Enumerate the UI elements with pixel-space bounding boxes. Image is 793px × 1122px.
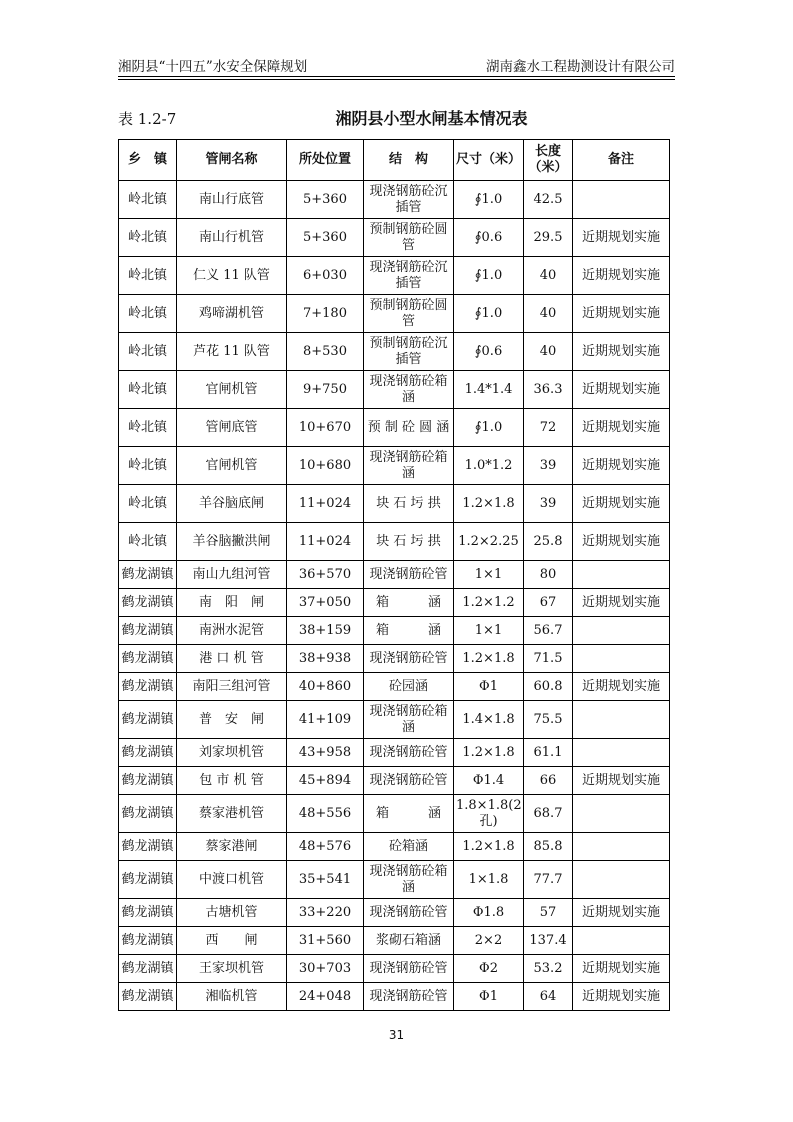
cell-length: 77.7 bbox=[524, 861, 573, 899]
cell-town: 岭北镇 bbox=[119, 447, 177, 485]
cell-structure: 现浇钢筋砼管 bbox=[364, 645, 454, 673]
cell-name: 蔡家港机管 bbox=[177, 795, 287, 833]
cell-length: 67 bbox=[524, 589, 573, 617]
cell-town: 鹤龙湖镇 bbox=[119, 955, 177, 983]
cell-town: 岭北镇 bbox=[119, 219, 177, 257]
cell-position: 43+958 bbox=[287, 739, 364, 767]
cell-town: 鹤龙湖镇 bbox=[119, 767, 177, 795]
cell-note: 近期规划实施 bbox=[573, 485, 670, 523]
header-right-company: 湖南鑫水工程勘测设计有限公司 bbox=[486, 59, 675, 75]
cell-size: Φ1 bbox=[454, 983, 524, 1011]
table-row bbox=[119, 181, 670, 219]
cell-name: 管闸底管 bbox=[177, 409, 287, 447]
cell-name: 羊谷脑撇洪闸 bbox=[177, 523, 287, 561]
cell-structure: 浆砌石箱涵 bbox=[364, 927, 454, 955]
cell-position: 40+860 bbox=[287, 673, 364, 701]
cell-size: Φ1.8 bbox=[454, 899, 524, 927]
cell-structure: 现浇钢筋砼管 bbox=[364, 899, 454, 927]
cell-town: 鹤龙湖镇 bbox=[119, 795, 177, 833]
table-row bbox=[119, 333, 670, 371]
table-row bbox=[119, 767, 670, 795]
cell-note bbox=[573, 739, 670, 767]
cell-note: 近期规划实施 bbox=[573, 983, 670, 1011]
table-row bbox=[119, 371, 670, 409]
cell-position: 9+750 bbox=[287, 371, 364, 409]
cell-note: 近期规划实施 bbox=[573, 955, 670, 983]
cell-position: 10+670 bbox=[287, 409, 364, 447]
cell-town: 岭北镇 bbox=[119, 409, 177, 447]
cell-position: 33+220 bbox=[287, 899, 364, 927]
col-header-town: 乡 镇 bbox=[119, 140, 177, 181]
cell-note: 近期规划实施 bbox=[573, 371, 670, 409]
table-title: 湘阴县小型水闸基本情况表 bbox=[335, 109, 528, 128]
cell-size: ∮1.0 bbox=[454, 257, 524, 295]
header-rule-thin bbox=[118, 79, 675, 80]
cell-structure: 现浇钢筋砼管 bbox=[364, 561, 454, 589]
cell-structure: 砼园涵 bbox=[364, 673, 454, 701]
cell-name: 南阳三组河管 bbox=[177, 673, 287, 701]
cell-length: 39 bbox=[524, 447, 573, 485]
cell-length: 39 bbox=[524, 485, 573, 523]
cell-length: 80 bbox=[524, 561, 573, 589]
cell-town: 鹤龙湖镇 bbox=[119, 861, 177, 899]
cell-size: 1×1.8 bbox=[454, 861, 524, 899]
table-row bbox=[119, 409, 670, 447]
cell-note bbox=[573, 181, 670, 219]
cell-structure: 预制钢筋砼圆管 bbox=[364, 295, 454, 333]
cell-length: 61.1 bbox=[524, 739, 573, 767]
col-header-name: 管闸名称 bbox=[177, 140, 287, 181]
cell-size: ∮0.6 bbox=[454, 219, 524, 257]
cell-length: 137.4 bbox=[524, 927, 573, 955]
cell-name: 西 闸 bbox=[177, 927, 287, 955]
cell-name: 鸡啼湖机管 bbox=[177, 295, 287, 333]
cell-note: 近期规划实施 bbox=[573, 523, 670, 561]
cell-note: 近期规划实施 bbox=[573, 257, 670, 295]
cell-size: Φ2 bbox=[454, 955, 524, 983]
cell-town: 鹤龙湖镇 bbox=[119, 645, 177, 673]
cell-length: 42.5 bbox=[524, 181, 573, 219]
table-row bbox=[119, 645, 670, 673]
cell-note bbox=[573, 645, 670, 673]
table-row bbox=[119, 257, 670, 295]
cell-note bbox=[573, 795, 670, 833]
table-row bbox=[119, 219, 670, 257]
cell-town: 岭北镇 bbox=[119, 295, 177, 333]
cell-size: 1×1 bbox=[454, 617, 524, 645]
cell-size: ∮0.6 bbox=[454, 333, 524, 371]
cell-position: 38+938 bbox=[287, 645, 364, 673]
cell-town: 岭北镇 bbox=[119, 371, 177, 409]
table-row bbox=[119, 899, 670, 927]
cell-position: 45+894 bbox=[287, 767, 364, 795]
cell-size: 1×1 bbox=[454, 561, 524, 589]
cell-note bbox=[573, 833, 670, 861]
cell-town: 鹤龙湖镇 bbox=[119, 617, 177, 645]
cell-name: 南山九组河管 bbox=[177, 561, 287, 589]
table-row bbox=[119, 589, 670, 617]
cell-position: 30+703 bbox=[287, 955, 364, 983]
cell-town: 岭北镇 bbox=[119, 485, 177, 523]
cell-town: 鹤龙湖镇 bbox=[119, 927, 177, 955]
cell-note: 近期规划实施 bbox=[573, 899, 670, 927]
cell-position: 31+560 bbox=[287, 927, 364, 955]
sluice-table bbox=[118, 139, 670, 1011]
cell-town: 岭北镇 bbox=[119, 333, 177, 371]
table-body bbox=[119, 181, 670, 1011]
table-row bbox=[119, 295, 670, 333]
cell-name: 南山行机管 bbox=[177, 219, 287, 257]
cell-size: 1.0*1.2 bbox=[454, 447, 524, 485]
cell-structure: 现浇钢筋砼箱涵 bbox=[364, 447, 454, 485]
cell-structure: 现浇钢筋砼箱涵 bbox=[364, 371, 454, 409]
cell-name: 湘临机管 bbox=[177, 983, 287, 1011]
table-row bbox=[119, 673, 670, 701]
cell-structure: 预制钢筋砼圆管 bbox=[364, 219, 454, 257]
cell-note bbox=[573, 561, 670, 589]
header-left-title: 湘阴县“十四五”水安全保障规划 bbox=[118, 59, 308, 75]
cell-position: 35+541 bbox=[287, 861, 364, 899]
table-row bbox=[119, 523, 670, 561]
cell-position: 10+680 bbox=[287, 447, 364, 485]
cell-size: 1.2×1.8 bbox=[454, 739, 524, 767]
cell-note bbox=[573, 701, 670, 739]
cell-position: 11+024 bbox=[287, 485, 364, 523]
cell-structure: 现浇钢筋砼箱涵 bbox=[364, 701, 454, 739]
cell-length: 40 bbox=[524, 257, 573, 295]
cell-note: 近期规划实施 bbox=[573, 333, 670, 371]
cell-position: 48+576 bbox=[287, 833, 364, 861]
cell-name: 王家坝机管 bbox=[177, 955, 287, 983]
cell-length: 75.5 bbox=[524, 701, 573, 739]
cell-size: 1.2×1.8 bbox=[454, 833, 524, 861]
cell-structure: 现浇钢筋砼管 bbox=[364, 983, 454, 1011]
page-header bbox=[118, 53, 675, 75]
cell-town: 鹤龙湖镇 bbox=[119, 673, 177, 701]
page-number: 31 bbox=[388, 1028, 405, 1042]
col-header-note: 备注 bbox=[573, 140, 670, 181]
cell-length: 60.8 bbox=[524, 673, 573, 701]
cell-town: 鹤龙湖镇 bbox=[119, 561, 177, 589]
table-row bbox=[119, 795, 670, 833]
cell-structure: 砼箱涵 bbox=[364, 833, 454, 861]
table-row bbox=[119, 701, 670, 739]
cell-position: 24+048 bbox=[287, 983, 364, 1011]
table-row bbox=[119, 447, 670, 485]
cell-position: 5+360 bbox=[287, 219, 364, 257]
col-header-length: 长度（米） bbox=[524, 140, 573, 181]
cell-length: 64 bbox=[524, 983, 573, 1011]
cell-name: 羊谷脑底闸 bbox=[177, 485, 287, 523]
cell-note: 近期规划实施 bbox=[573, 767, 670, 795]
cell-size: 1.2×1.2 bbox=[454, 589, 524, 617]
cell-position: 7+180 bbox=[287, 295, 364, 333]
cell-name: 中渡口机管 bbox=[177, 861, 287, 899]
cell-size: Φ1.4 bbox=[454, 767, 524, 795]
table-row bbox=[119, 955, 670, 983]
cell-size: 1.8×1.8(2孔) bbox=[454, 795, 524, 833]
cell-length: 40 bbox=[524, 333, 573, 371]
cell-position: 41+109 bbox=[287, 701, 364, 739]
table-row bbox=[119, 617, 670, 645]
cell-length: 85.8 bbox=[524, 833, 573, 861]
cell-structure: 箱 涵 bbox=[364, 617, 454, 645]
cell-name: 包 市 机 管 bbox=[177, 767, 287, 795]
cell-note: 近期规划实施 bbox=[573, 409, 670, 447]
cell-town: 鹤龙湖镇 bbox=[119, 589, 177, 617]
cell-town: 鹤龙湖镇 bbox=[119, 899, 177, 927]
cell-note: 近期规划实施 bbox=[573, 219, 670, 257]
col-header-position: 所处位置 bbox=[287, 140, 364, 181]
cell-name: 芦花 11 队管 bbox=[177, 333, 287, 371]
cell-name: 南洲水泥管 bbox=[177, 617, 287, 645]
cell-structure: 现浇钢筋砼管 bbox=[364, 739, 454, 767]
col-header-structure: 结 构 bbox=[364, 140, 454, 181]
cell-size: 1.2×1.8 bbox=[454, 645, 524, 673]
cell-town: 岭北镇 bbox=[119, 523, 177, 561]
cell-length: 53.2 bbox=[524, 955, 573, 983]
cell-note: 近期规划实施 bbox=[573, 673, 670, 701]
cell-name: 港 口 机 管 bbox=[177, 645, 287, 673]
cell-size: ∮1.0 bbox=[454, 295, 524, 333]
cell-note bbox=[573, 861, 670, 899]
cell-structure: 块 石 圬 拱 bbox=[364, 485, 454, 523]
cell-name: 官闸机管 bbox=[177, 371, 287, 409]
cell-town: 鹤龙湖镇 bbox=[119, 701, 177, 739]
table-row bbox=[119, 739, 670, 767]
cell-length: 40 bbox=[524, 295, 573, 333]
cell-length: 25.8 bbox=[524, 523, 573, 561]
cell-size: 1.2×1.8 bbox=[454, 485, 524, 523]
cell-note bbox=[573, 617, 670, 645]
cell-name: 普 安 闸 bbox=[177, 701, 287, 739]
cell-position: 11+024 bbox=[287, 523, 364, 561]
cell-structure: 箱 涵 bbox=[364, 589, 454, 617]
cell-length: 36.3 bbox=[524, 371, 573, 409]
cell-length: 68.7 bbox=[524, 795, 573, 833]
col-header-size: 尺寸（米） bbox=[454, 140, 524, 181]
cell-name: 古塘机管 bbox=[177, 899, 287, 927]
cell-size: Φ1 bbox=[454, 673, 524, 701]
cell-length: 66 bbox=[524, 767, 573, 795]
table-row bbox=[119, 833, 670, 861]
cell-structure: 箱 涵 bbox=[364, 795, 454, 833]
cell-note: 近期规划实施 bbox=[573, 447, 670, 485]
cell-town: 岭北镇 bbox=[119, 181, 177, 219]
cell-note bbox=[573, 927, 670, 955]
cell-position: 5+360 bbox=[287, 181, 364, 219]
cell-structure: 现浇钢筋砼箱涵 bbox=[364, 861, 454, 899]
cell-note: 近期规划实施 bbox=[573, 295, 670, 333]
cell-structure: 现浇钢筋砼管 bbox=[364, 767, 454, 795]
cell-structure: 现浇钢筋砼管 bbox=[364, 955, 454, 983]
cell-position: 37+050 bbox=[287, 589, 364, 617]
cell-length: 29.5 bbox=[524, 219, 573, 257]
cell-structure: 现浇钢筋砼沉插管 bbox=[364, 181, 454, 219]
cell-size: 1.4*1.4 bbox=[454, 371, 524, 409]
cell-name: 刘家坝机管 bbox=[177, 739, 287, 767]
table-row bbox=[119, 561, 670, 589]
table-number: 表 1.2-7 bbox=[118, 110, 177, 128]
cell-size: 2×2 bbox=[454, 927, 524, 955]
cell-position: 8+530 bbox=[287, 333, 364, 371]
header-rule bbox=[118, 76, 675, 77]
cell-town: 岭北镇 bbox=[119, 257, 177, 295]
table-row bbox=[119, 927, 670, 955]
cell-name: 仁义 11 队管 bbox=[177, 257, 287, 295]
cell-name: 南山行底管 bbox=[177, 181, 287, 219]
table-row bbox=[119, 485, 670, 523]
table-header-row bbox=[119, 140, 670, 181]
cell-town: 鹤龙湖镇 bbox=[119, 983, 177, 1011]
cell-size: 1.4×1.8 bbox=[454, 701, 524, 739]
cell-length: 56.7 bbox=[524, 617, 573, 645]
cell-town: 鹤龙湖镇 bbox=[119, 833, 177, 861]
cell-length: 72 bbox=[524, 409, 573, 447]
cell-position: 48+556 bbox=[287, 795, 364, 833]
cell-length: 57 bbox=[524, 899, 573, 927]
cell-position: 36+570 bbox=[287, 561, 364, 589]
table-row bbox=[119, 983, 670, 1011]
cell-size: ∮1.0 bbox=[454, 409, 524, 447]
cell-name: 南 阳 闸 bbox=[177, 589, 287, 617]
cell-length: 71.5 bbox=[524, 645, 573, 673]
cell-size: ∮1.0 bbox=[454, 181, 524, 219]
cell-town: 鹤龙湖镇 bbox=[119, 739, 177, 767]
cell-note: 近期规划实施 bbox=[573, 589, 670, 617]
cell-structure: 预制钢筋砼沉插管 bbox=[364, 333, 454, 371]
cell-structure: 现浇钢筋砼沉插管 bbox=[364, 257, 454, 295]
cell-position: 6+030 bbox=[287, 257, 364, 295]
cell-size: 1.2×2.25 bbox=[454, 523, 524, 561]
cell-position: 38+159 bbox=[287, 617, 364, 645]
cell-name: 官闸机管 bbox=[177, 447, 287, 485]
table-row bbox=[119, 861, 670, 899]
cell-name: 蔡家港闸 bbox=[177, 833, 287, 861]
cell-structure: 块 石 圬 拱 bbox=[364, 523, 454, 561]
cell-structure: 预 制 砼 圆 涵 bbox=[364, 409, 454, 447]
